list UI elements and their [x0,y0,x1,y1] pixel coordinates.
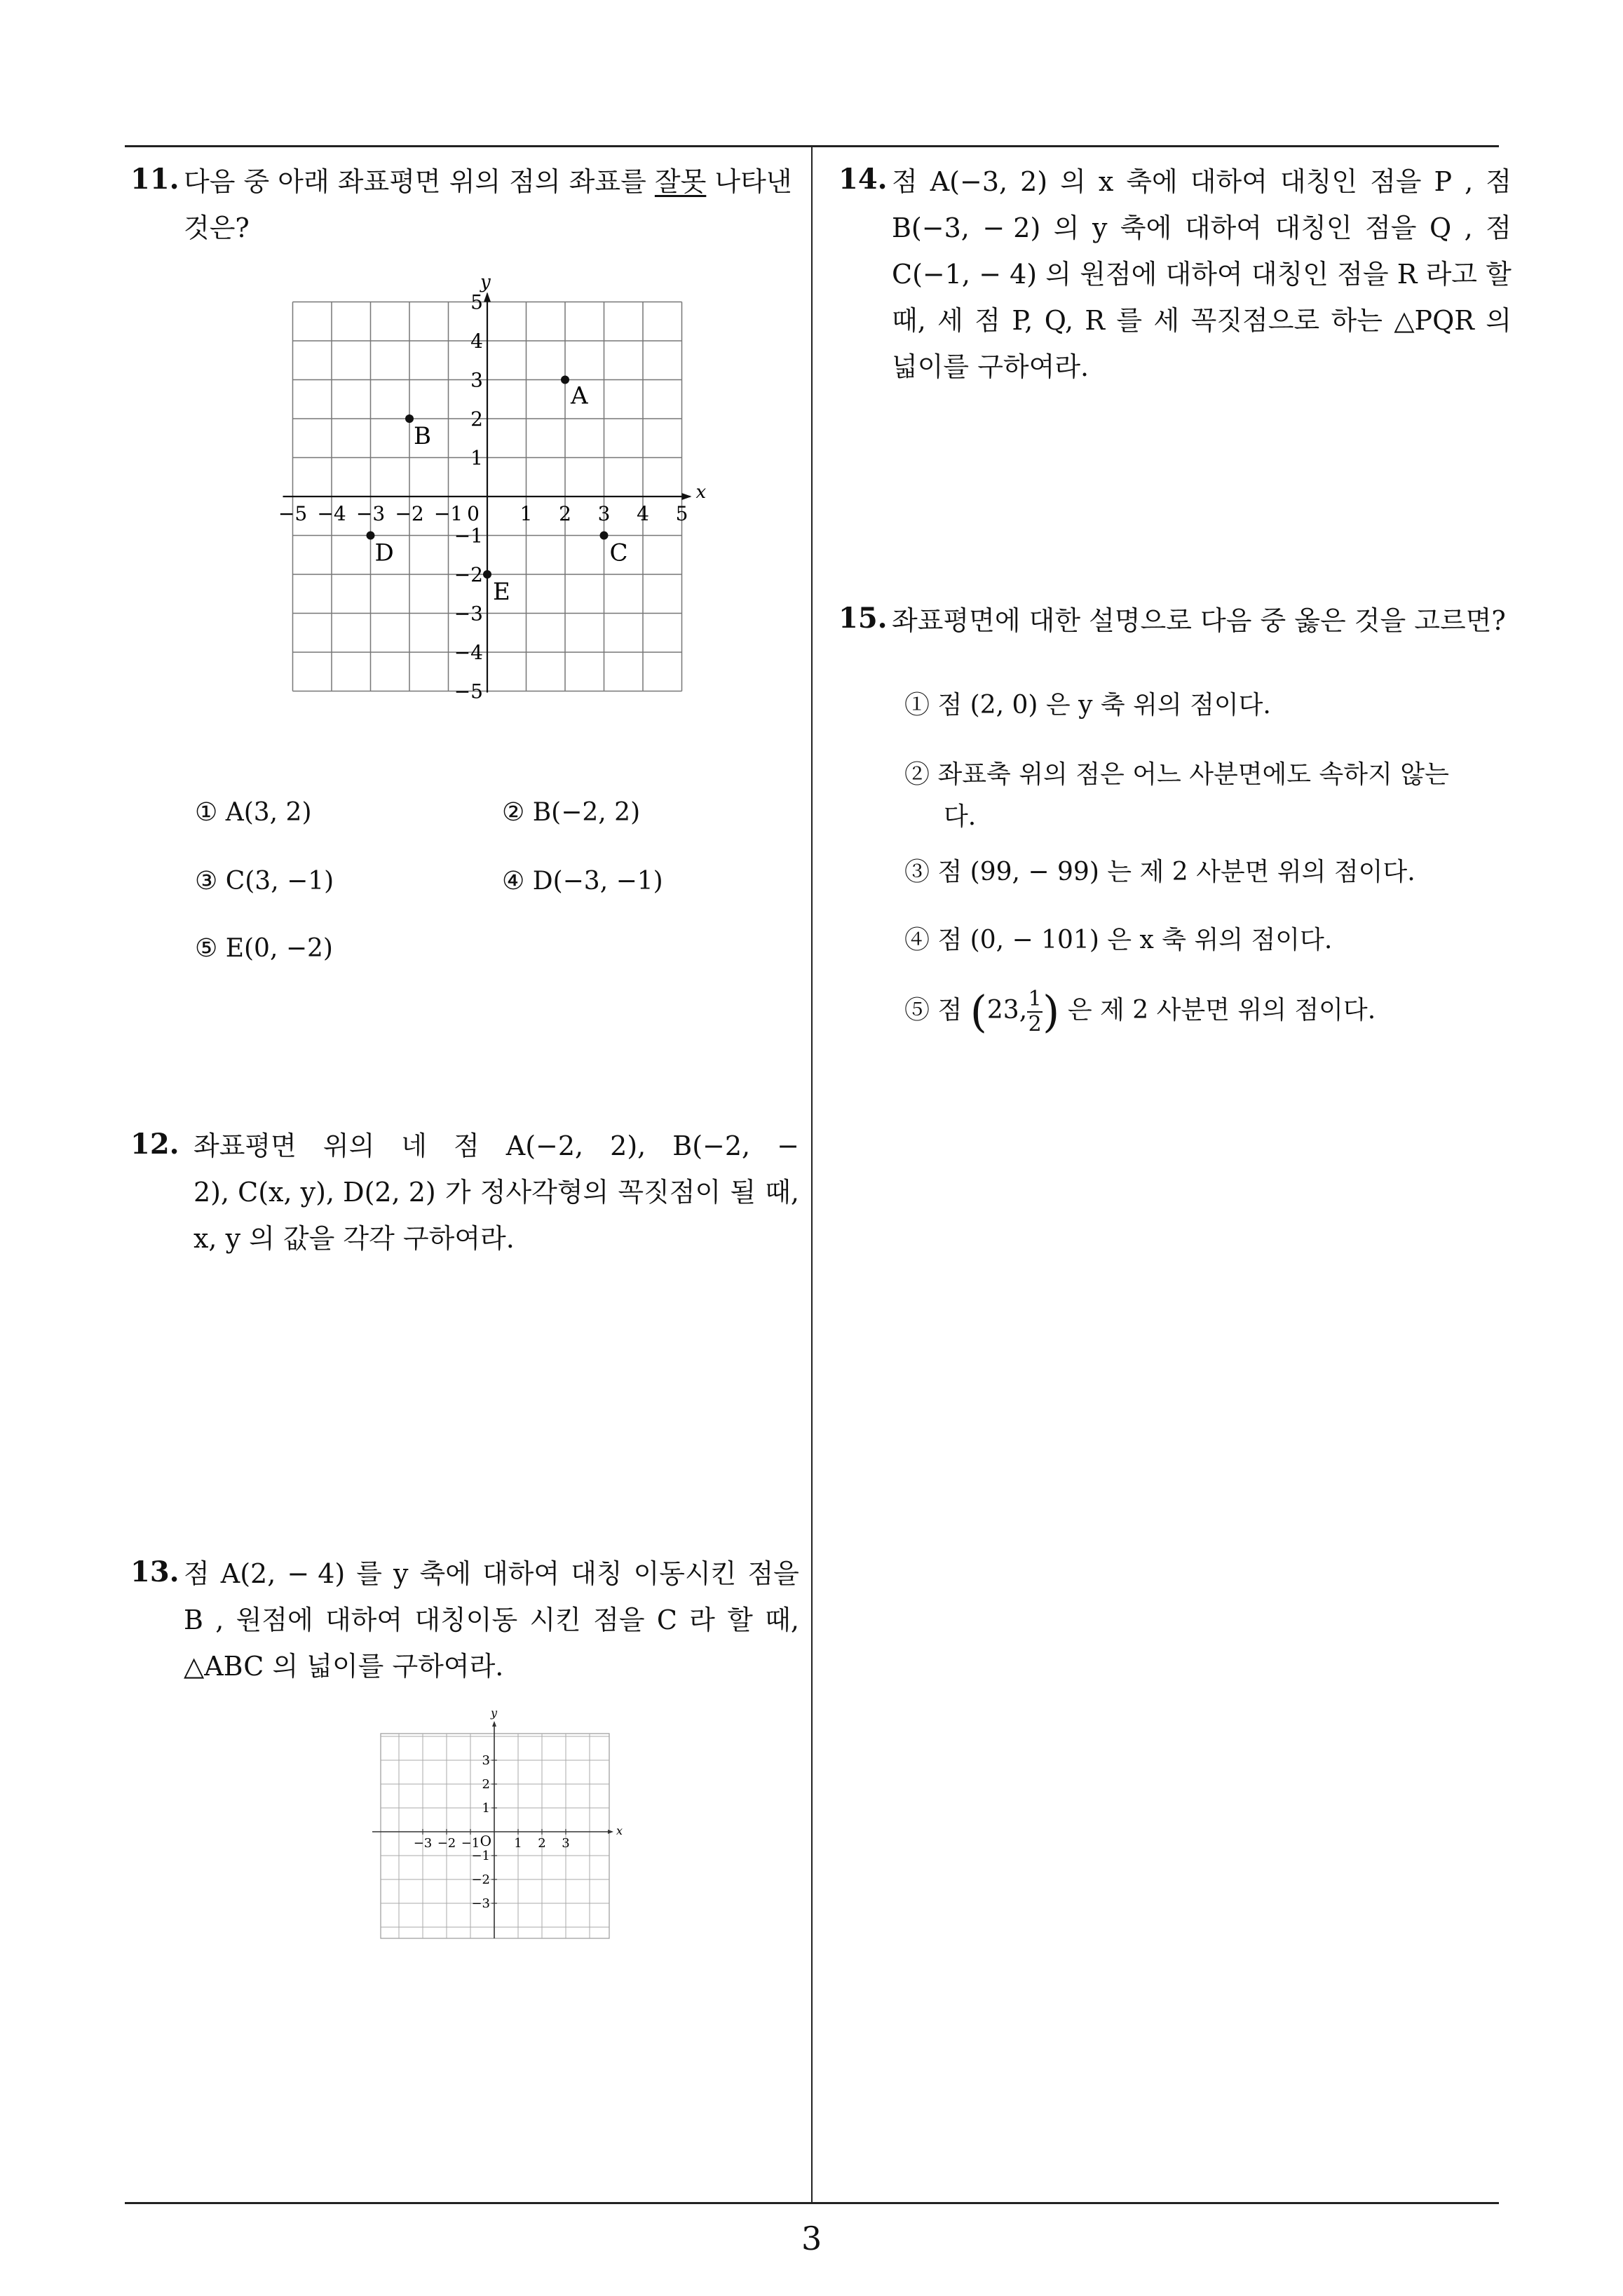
q15-choice-2-line2: 다. [944,802,977,831]
q12-line2-word: 때, [765,1177,799,1208]
q14-line3-word: 대칭인 [1251,259,1329,290]
q14-line2-word: 대하여 [1184,212,1262,243]
y-tick-label: 2 [470,407,483,431]
q13-line3: △ABC 의 넓이를 구하여라. [184,1651,504,1682]
q15-choice-5-inner: 23, [986,996,1028,1025]
y-tick-label: 3 [470,368,483,392]
q14-line1-word: 점 [1486,166,1512,197]
x-tick-label: 0 [467,502,480,525]
y-tick-label: 1 [470,446,483,470]
q11-choice-3[interactable]: ③ C(3, −1) [195,867,334,896]
q14-line3-word: 원점에 [1080,259,1157,290]
q13-line1-word: 대하여 [482,1558,560,1589]
q11-choice-4[interactable]: ④ D(−3, −1) [502,867,663,896]
q11-points [367,376,628,607]
y-axis-label: y [480,271,491,293]
q13-line1-word: y [393,1558,409,1589]
x-axis-arrow [682,493,692,500]
q15-choice-2-line1: ② 좌표축 위의 점은 어느 사분면에도 속하지 않는 [904,760,1449,789]
q13-line1-word: 점을 [747,1558,799,1589]
y-tick-label: −1 [454,524,483,548]
q14-line2-word: Q [1429,212,1452,243]
q14-line3-word: 라고 [1425,259,1477,290]
q13-line1-word: A(2, [220,1558,276,1589]
column-divider [811,145,813,2203]
q14-line3-word: − 4) [979,259,1038,290]
q13-line1-word: 를 [356,1558,382,1589]
q14-line2-word: y [1092,212,1108,243]
q14-line4-word: △PQR [1394,305,1474,336]
x-tick-label: 5 [675,502,688,525]
q14-line1-word: 의 [1060,166,1086,197]
x-tick-label: −1 [461,1836,480,1851]
x-tick-label: −2 [395,502,424,525]
q14-line1-word: A(−3, [930,166,1008,197]
question-15-text: 좌표평면에 대한 설명으로 다음 중 옳은 것을 고르면? [892,605,1506,636]
x-tick-label: −1 [433,502,463,525]
y-tick-label: 1 [482,1801,490,1816]
q14-line4 [892,297,1512,344]
q13-line2-word: 대하여 [325,1605,403,1635]
point-e [483,570,491,579]
q13-line1 [184,1551,799,1597]
x-tick-label: 3 [597,502,611,525]
question-14-text [892,158,1512,390]
q14-line2-word: B(−3, [892,212,970,243]
y-axis-label: y [491,1706,498,1720]
q13-line2-word: B [184,1605,203,1635]
q15-choice-5-suffix: 은 제 2 사분면 위의 점이다. [1067,996,1376,1025]
q15-choice-3[interactable]: ③ 점 (99, − 99) 는 제 2 사분면 위의 점이다. [904,858,1415,886]
y-tick-label: −4 [454,641,483,664]
q15-choice-5[interactable] [904,987,1376,1036]
y-axis-arrow [492,1721,496,1727]
question-12-text [193,1123,799,1262]
q13-line2-word: 할 [727,1605,753,1635]
q13-line2-word: 점을 [593,1605,645,1635]
point-label-b: B [414,422,431,450]
q14-line2 [892,205,1512,251]
x-tick-label: 2 [559,502,571,525]
q14-line1-word: 점을 [1370,166,1422,197]
x-tick-label: 1 [520,502,533,525]
right-paren: ) [1043,986,1060,1037]
q11-choice-2[interactable]: ② B(−2, 2) [502,798,641,827]
q13-line2 [184,1597,799,1643]
x-tick-label: −5 [278,502,308,525]
q12-line2-word: 가 [444,1177,471,1208]
point-label-a: A [571,381,588,410]
q12-line2-word: 2), C(x, y), D(2, 2) [193,1177,436,1208]
page-number: 3 [801,2220,822,2257]
q14-line1 [892,158,1512,205]
q12-line1-word: 위의 [322,1130,375,1161]
q14-line4-word: 세 [1153,305,1180,336]
y-tick-label: −2 [471,1872,490,1887]
y-tick-label: 2 [482,1777,490,1792]
q14-line2-word: − 2) [982,212,1041,243]
q14-line3-word: 점을 [1337,259,1389,290]
q13-line2-word: 때, [765,1605,799,1635]
q13-line1-word: − 4) [287,1558,346,1589]
y-tick-label: −3 [454,602,483,626]
q11-text-a: 다음 중 아래 좌표평면 위의 점의 좌표를 [184,166,655,197]
q14-line4-word: 세 [937,305,963,336]
q12-line2-word: 꼭짓점이 [618,1177,721,1208]
q14-line2-word: 점 [1486,212,1512,243]
q14-line1-word: x [1098,166,1114,197]
point-label-e: E [493,578,510,606]
q13-line2-word: C [656,1605,677,1635]
q14-line2-word: 축에 [1120,212,1172,243]
x-tick-label: 4 [637,502,649,525]
point-label-c: C [609,539,628,567]
fraction-numerator: 1 [1028,987,1042,1011]
q14-line4-word: 를 [1116,305,1143,336]
y-tick-label: −2 [454,563,483,586]
point-c [600,532,609,540]
q13-coordinate-plane [372,1706,623,1937]
x-tick-label: −4 [317,502,346,525]
q12-line2-word: 정사각형의 [480,1177,609,1208]
q14-line4-word: 때, [892,305,926,336]
q13-line2-word: , [215,1605,224,1635]
question-11-number: 11. [130,163,179,196]
x-axis-arrow [608,1830,613,1834]
left-paren: ( [970,986,987,1037]
question-13-number: 13. [130,1555,179,1588]
q12-line1-word: 네 [401,1130,428,1161]
q13-line2-word: 라 [689,1605,715,1635]
q13-line2-word: 대칭이동 [414,1605,518,1635]
question-12-number: 12. [130,1128,179,1161]
q15-choice-5-prefix: ⑤ 점 [904,996,963,1025]
q14-line3-word: 할 [1486,259,1512,290]
q11-text-underlined: 잘못 [654,166,707,197]
q14-line1-word: 대하여 [1190,166,1268,197]
q11-coordinate-plane [266,272,715,714]
q12-line2 [193,1169,799,1215]
q12-line1 [193,1123,799,1169]
x-axis-label: x [695,482,707,503]
bottom-rule [125,2202,1499,2204]
q14-line2-word: 의 [1053,212,1080,243]
fraction-one-half [1027,987,1043,1036]
x-tick-label: −3 [355,502,386,525]
x-tick-label: 1 [514,1836,522,1851]
q14-line4-word: Q, [1044,305,1074,336]
q14-line4-word: 의 [1486,305,1512,336]
y-tick-label: −3 [471,1896,490,1911]
q13-line2-word: 시킨 [529,1605,581,1635]
q14-line1-word: 점 [892,166,918,197]
x-tick-label: −3 [413,1836,433,1851]
q15-choice-2[interactable] [904,754,1449,838]
q13-line1-word: 축에 [419,1558,471,1589]
q14-line3-word: 의 [1045,259,1072,290]
q14-line4-word: 점 [975,305,1000,336]
y-tick-label: −5 [454,680,483,703]
y-axis-arrow [484,292,491,302]
y-tick-label: −1 [471,1849,490,1863]
q13-line1-word: 점 [184,1558,210,1589]
q14-line1-word: 축에 [1126,166,1178,197]
q14-line5: 넓이를 구하여라. [892,351,1089,382]
q11-choice-5[interactable]: ⑤ E(0, −2) [195,934,333,963]
q15-choice-4[interactable]: ④ 점 (0, − 101) 은 x 축 위의 점이다. [904,926,1333,954]
q14-line2-word: 점을 [1365,212,1417,243]
point-a [561,376,569,384]
x-tick-label: 2 [538,1836,546,1851]
y-tick-label: 4 [470,330,483,353]
x-tick-label: 3 [562,1836,570,1851]
point-b [405,414,414,423]
q14-line1-word: , [1465,166,1474,197]
y-tick-label: 5 [470,290,483,314]
point-d [367,532,375,540]
q13-line2-word: 원점에 [236,1605,313,1635]
question-14-number: 14. [838,163,888,196]
q12-line3: x, y 의 값을 각각 구하여라. [193,1223,515,1254]
question-11-text [184,158,801,251]
y-tick-label: 3 [482,1753,490,1768]
q11-choice-1[interactable]: ① A(3, 2) [195,798,312,827]
q12-line2-word: 될 [730,1177,756,1208]
q14-line2-word: 대칭인 [1275,212,1352,243]
q14-line1-word: 2) [1020,166,1048,197]
q14-line3-word: R [1397,259,1418,290]
q13-line1-word: 이동시킨 [633,1558,737,1589]
q14-line1-word: 대칭인 [1279,166,1358,197]
q14-line3 [892,251,1512,297]
x-axis-label: x [616,1824,623,1837]
q14-line2-word: , [1464,212,1473,243]
q12-line1-word: − [777,1130,799,1161]
q12-line1-word: 2), [610,1130,646,1161]
q14-line1-word: P [1434,166,1453,197]
q14-line4-word: 꼭짓점으로 [1190,305,1320,336]
q14-line4-word: P, [1012,305,1033,336]
q12-line1-word: 점 [454,1130,480,1161]
q11-text-b: 나타낸 [706,166,792,197]
q12-line1-word: 좌표평면 [193,1130,297,1161]
q12-line1-word: B(−2, [672,1130,751,1161]
q14-line3-word: C(−1, [892,259,970,290]
point-label-d: D [374,539,394,567]
fraction-denominator: 2 [1028,1012,1042,1036]
origin-label: O [480,1832,491,1849]
question-15-number: 15. [838,602,888,635]
q12-line1-word: A(−2, [505,1130,584,1161]
q14-line3-word: 대하여 [1165,259,1243,290]
q14-line4-word: 하는 [1331,305,1383,336]
q14-line4-word: R [1085,305,1106,336]
q11-text-line2: 것은? [184,212,250,243]
q13-line1-word: 대칭 [571,1558,623,1589]
x-tick-label: −2 [437,1836,456,1851]
q15-choice-1[interactable]: ① 점 (2, 0) 은 y 축 위의 점이다. [904,691,1271,720]
question-13-text [184,1551,799,1689]
